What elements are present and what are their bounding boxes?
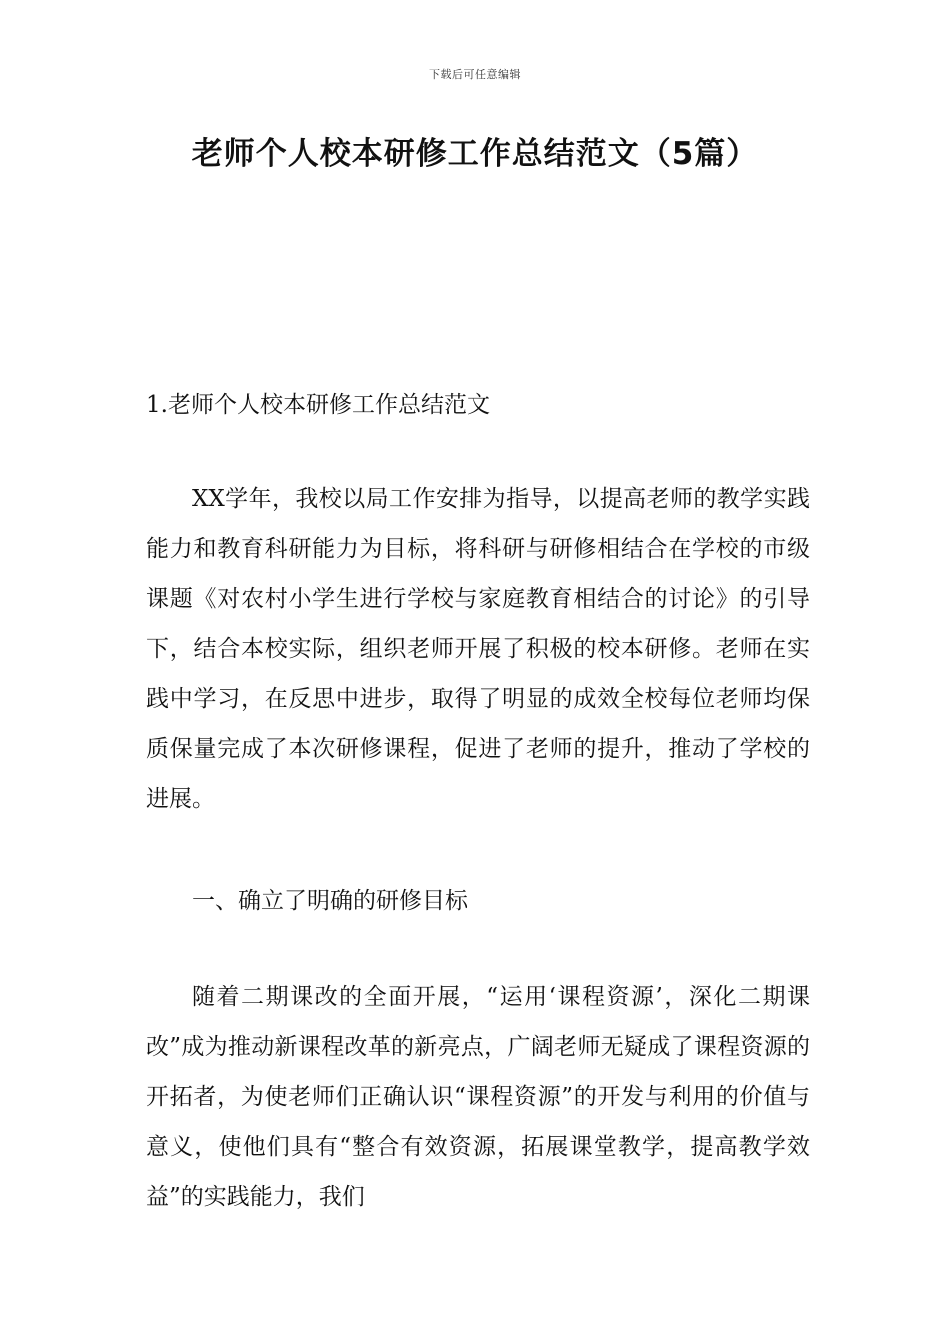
- paragraph-intro: XX学年，我校以局工作安排为指导，以提高老师的教学实践能力和教育科研能力为目标，将科研与研修相结合在学校的市级课题《对农村小学生进行学校与家庭教育相结合的讨论》的引导下，结合本校实际，组织老师开展了积极的校本研修。老师在实践中学习，在反思中进步，取得了明显的成效全校每位老师均保质保量完成了本次研修课程，促进了老师的提升，推动了学校的进展。: [146, 486, 810, 812]
- document-title: 老师个人校本研修工作总结范文（5篇）: [191, 136, 759, 172]
- subheading-goal: 一、确立了明确的研修目标: [192, 888, 468, 914]
- section-heading: 1.老师个人校本研修工作总结范文: [146, 392, 490, 418]
- paragraph-curriculum: 随着二期课改的全面开展，“运用‘课程资源’，深化二期课改”成为推动新课程改革的新亮点，广阔老师无疑成了课程资源的开拓者，为使老师们正确认识“课程资源”的开发与利用的价值与意义，使他们具有“整合有效资源，拓展课堂教学，提高教学效益”的实践能力，我们: [146, 984, 810, 1210]
- header-note: 下载后可任意编辑: [429, 68, 521, 81]
